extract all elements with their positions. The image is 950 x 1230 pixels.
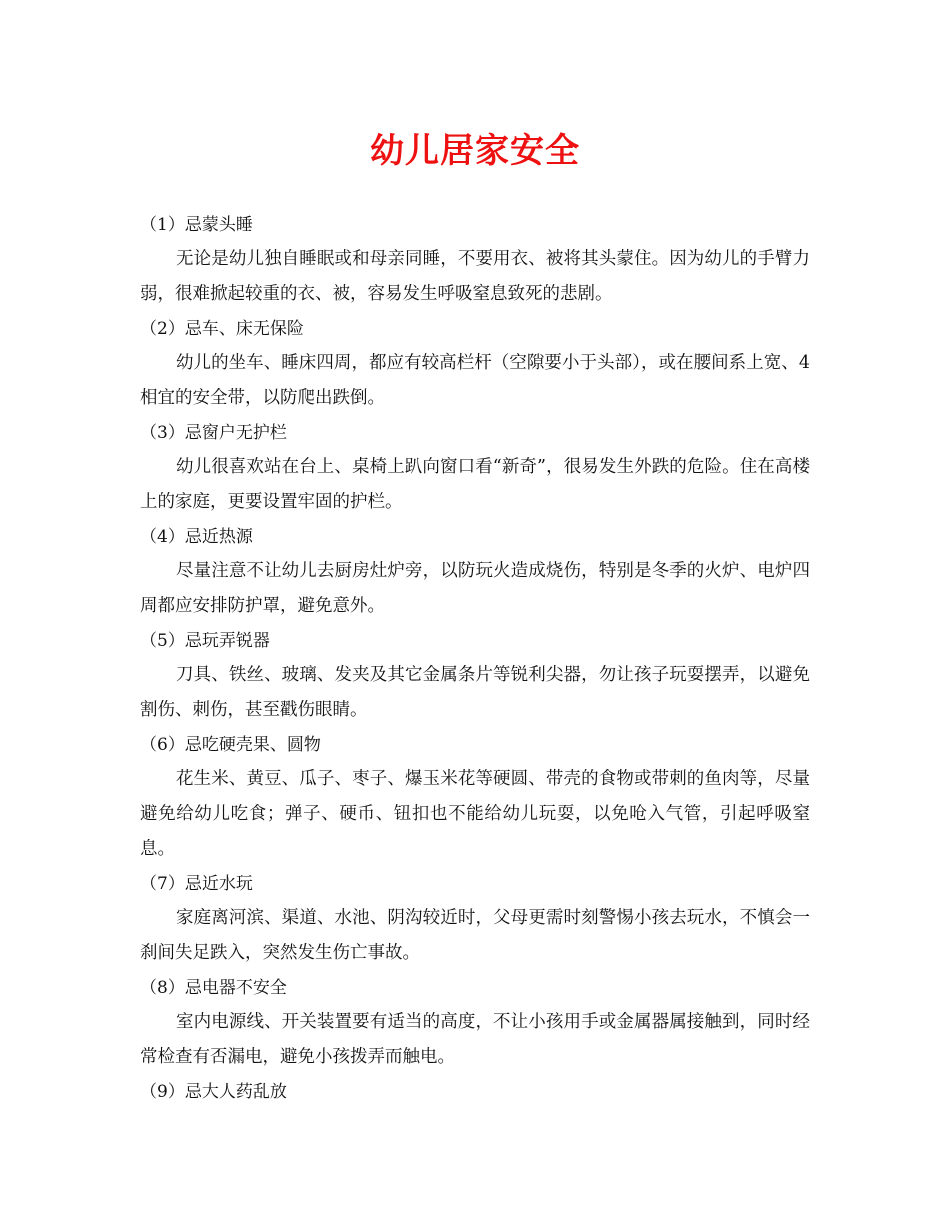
section-heading: （6）忌吃硬壳果、圆物: [140, 735, 321, 755]
section-heading: （4）忌近热源: [140, 527, 253, 547]
section-body: 无论是幼儿独自睡眠或和母亲同睡，不要用衣、被将其头蒙住。因为幼儿的手臂力弱，很难掀起较重的衣、被，容易发生呼吸窒息致死的悲剧。: [140, 249, 810, 304]
section-body: 尽量注意不让幼儿去厨房灶炉旁，以防玩火造成烧伤，特别是冬季的火炉、电炉四周都应安排防护罩，避免意外。: [140, 561, 810, 616]
document-title: 幼儿居家安全: [370, 131, 580, 171]
section-heading: （7）忌近水玩: [140, 874, 253, 894]
section-body: 室内电源线、开关装置要有适当的高度，不让小孩用手或金属器属接触到，同时经常检查有否漏电，避免小孩拨弄而触电。: [140, 1012, 810, 1067]
section-heading: （1）忌蒙头睡: [140, 215, 253, 235]
section-heading: （5）忌玩弄锐器: [140, 631, 270, 651]
section-body: 幼儿很喜欢站在台上、桌椅上趴向窗口看“新奇”，很易发生外跌的危险。住在高楼上的家庭，更要设置牢固的护栏。: [140, 457, 810, 512]
section-body: 家庭离河滨、渠道、水池、阴沟较近时，父母更需时刻警惕小孩去玩水，不慎会一刹间失足跌入，突然发生伤亡事故。: [140, 908, 810, 963]
section-heading: （2）忌车、床无保险: [140, 319, 304, 339]
section-body: 刀具、铁丝、玻璃、发夹及其它金属条片等锐利尖器，勿让孩子玩耍摆弄，以避免割伤、刺伤，甚至戳伤眼睛。: [140, 665, 810, 720]
section-heading: （9）忌大人药乱放: [140, 1082, 287, 1102]
document-content: [140, 208, 810, 1109]
section-heading: （3）忌窗户无护栏: [140, 423, 287, 443]
section-body: 花生米、黄豆、瓜子、枣子、爆玉米花等硬圆、带壳的食物或带刺的鱼肉等，尽量避免给幼儿吃食；弹子、硬币、钮扣也不能给幼儿玩耍，以免呛入气管，引起呼吸窒息。: [140, 769, 810, 859]
section-heading: （8）忌电器不安全: [140, 978, 287, 998]
section-body: 幼儿的坐车、睡床四周，都应有较高栏杆（空隙要小于头部），或在腰间系上宽、4相宜的安全带，以防爬出跌倒。: [140, 353, 810, 408]
